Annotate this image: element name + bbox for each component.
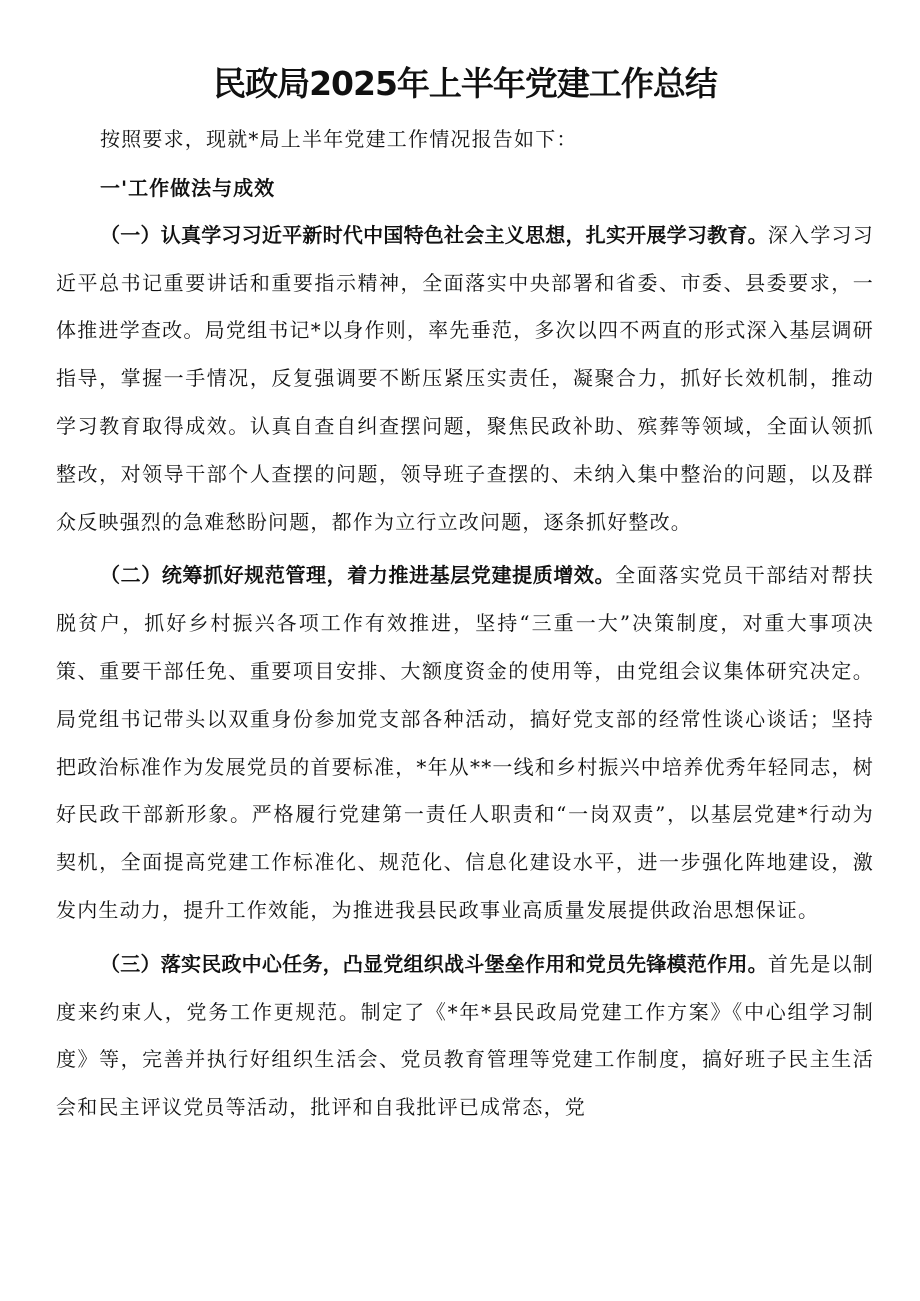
subsection-1-body: 深入学习习近平总书记重要讲话和重要指示精神，全面落实中央部署和省委、市委、县委要求，一体推进学查改。局党组书记*以身作则，率先垂范，多次以四不两直的形式深入基层调研指导，掌握一手情况，反复强调要不断压紧压实责任，凝聚合力，抓好长效机制，推动学习教育取得成效。认真自查自纠查摆问题，聚焦民政补助、殡葬等领域，全面认领抓整改，对领导干部个人查摆的问题，领导班子查摆的、未纳入集中整治的问题，以及群众反映强烈的急难愁盼问题，都作为立行立改问题，逐条抓好整改。 xyxy=(56,222,874,534)
subsection-1-paragraph xyxy=(56,212,874,547)
subsection-3-paragraph xyxy=(56,941,874,1132)
subsection-2-paragraph xyxy=(56,552,874,934)
document-title: 民政局2025年上半年党建工作总结 xyxy=(213,64,717,103)
subsection-3-lead: （三）落实民政中心任务，凸显党组织战斗堡垒作用和党员先锋模范作用。 xyxy=(100,951,768,976)
subsection-1-lead: （一）认真学习习近平新时代中国特色社会主义思想，扎实开展学习教育。 xyxy=(100,222,768,247)
section-heading: 一'工作做法与成效 xyxy=(100,175,276,200)
subsection-2-body: 全面落实党员干部结对帮扶脱贫户，抓好乡村振兴各项工作有效推进，坚持“三重一大”决策制度，对重大事项决策、重要干部任免、重要项目安排、大额度资金的使用等，由党组会议集体研究决定。局党组书记带头以双重身份参加党支部各种活动，搞好党支部的经常性谈心谈话；坚持把政治标准作为发展党员的首要标准，*年从**一线和乡村振兴中培养优秀年轻同志，树好民政干部新形象。严格履行党建第一责任人职责和“一岗双责”，以基层党建*行动为契机，全面提高党建工作标准化、规范化、信息化建设水平，进一步强化阵地建设，激发内生动力，提升工作效能，为推进我县民政事业高质量发展提供政治思想保证。 xyxy=(56,563,874,922)
subsection-3-body: 首先是以制度来约束人，党务工作更规范。制定了《*年*县民政局党建工作方案》《中心组学习制度》等，完善并执行好组织生活会、党员教育管理等党建工作制度，搞好班子民主生活会和民主评议党员等活动，批评和自我批评已成常态，党 xyxy=(56,951,874,1120)
subsection-2-lead: （二）统筹抓好规范管理，着力推进基层党建提质增效。 xyxy=(100,563,616,588)
intro-paragraph: 按照要求，现就*局上半年党建工作情况报告如下： xyxy=(100,127,578,151)
